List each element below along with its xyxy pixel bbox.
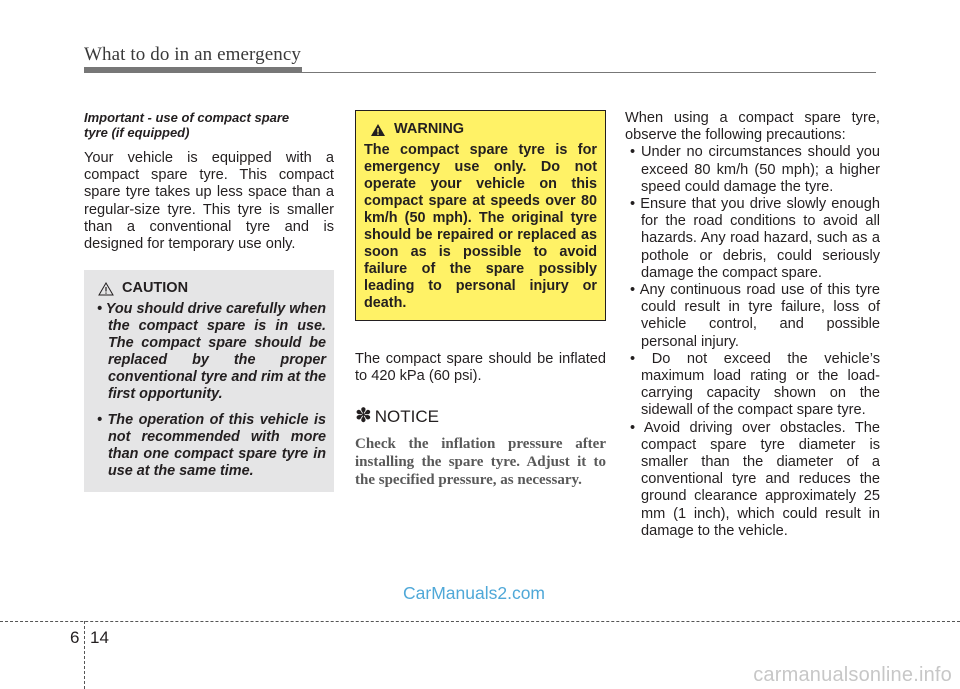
chapter-number: 6 [70,628,80,647]
subheading-line-1: Important - use of compact spare [84,110,290,125]
precaution-item-text: Under no circumstances should you exceed 80 km/h (50 mph); a higher speed could damage the tyre. [640,144,880,195]
caution-item-text: You should drive carefully when the compact spare is in use. The compact spare should be replaced by the proper conventional tyre and rim at the first opportunity. [105,301,327,403]
caution-item-text: The operation of this vehicle is not recommended with more than one compact spare tyre in use at the same time. [107,412,326,480]
column-right [625,110,880,540]
warning-title-text: WARNING [394,121,465,137]
notice-asterisk-icon: ✽ [355,404,372,427]
notice-title [355,404,606,427]
caution-triangle-icon [98,282,114,296]
footer-rule [0,621,960,622]
header-rule-thin [84,72,876,73]
precautions-intro: When using a compact spare tyre, observe the following precautions: [625,110,880,144]
column-left [84,110,334,492]
precaution-item: • Ensure that you drive slowly enough for the road conditions to avoid all hazards. Any road hazard, such as a pothole or debris, could seriously damage the compact spare. [630,196,880,281]
warning-title [370,121,597,138]
inflation-paragraph: The compact spare should be inflated to 420 kPa (60 psi). [355,351,606,385]
warning-triangle-icon [370,123,386,137]
precaution-item-text: Do not exceed the vehicle’s maximum load rating or the load-carrying capacity shown on the sidewall of the compact spare tyre. [641,350,880,419]
precaution-item: • Avoid driving over obstacles. The compact spare tyre diameter is smaller than the diameter of a conventional tyre and reduces the ground clearance approximately 25 mm (1 inch), which could result in damage to the vehicle. [630,419,881,539]
caution-title-text: CAUTION [122,280,189,297]
column-middle [355,110,606,504]
precaution-item-text: Ensure that you drive slowly enough for the road conditions to avoid all hazards. Any road hazard, such as a pothole or debris, could seriously damage the compact spare. [640,196,880,281]
footer-divider [84,621,85,689]
page-header-title: What to do in an emergency [84,44,301,65]
precaution-item: • Do not exceed the vehicle’s maximum load rating or the load-carrying capacity shown on the sidewall of the compact spare tyre. [630,350,880,419]
site-watermark: carmanualsonline.info [753,664,952,686]
precaution-item: • Any continuous road use of this tyre could result in tyre failure, loss of vehicle control, and possible personal injury. [630,282,880,350]
notice-text: Check the inflation pressure after installing the spare tyre. Adjust it to the specified pressure, as necessary. [355,435,606,488]
subheading-line-2: tyre (if equipped) [84,125,190,140]
precaution-item-text: Avoid driving over obstacles. The compact spare tyre diameter is smaller than the diameter of a conventional tyre and reduces the ground clearance approximately 25 mm (1 inch), which could result in damage to the vehicle. [641,419,881,539]
precaution-list [625,144,880,540]
caution-item: • The operation of this vehicle is not recommended with more than one compact spare tyre in use at the same time. [97,412,326,480]
caution-list [92,301,326,480]
notice-title-text: NOTICE [374,406,439,426]
precaution-item-text: Any continuous road use of this tyre could result in tyre failure, loss of vehicle control, and possible personal injury. [639,282,880,350]
warning-box [355,110,606,321]
warning-text: The compact spare tyre is for emergency use only. Do not operate your vehicle on this compact spare at speeds over 80 km/h (50 mph). The original tyre should be repaired or replaced as soon as is possible to avoid failure of the spare possibly leading to personal injury or death. [364,142,597,312]
caution-item: • You should drive carefully when the compact spare is in use. The compact spare should be replaced by the proper conventional tyre and rim at the first opportunity. [97,301,327,403]
carmanuals-watermark[interactable]: CarManuals2.com [403,583,545,603]
caution-box [84,270,334,492]
page-number: 14 [90,628,109,647]
precaution-item: • Under no circumstances should you exceed 80 km/h (50 mph); a higher speed could damage the tyre. [630,144,880,195]
section-subheading [84,110,334,140]
caution-title [98,280,326,297]
intro-paragraph: Your vehicle is equipped with a compact spare tyre. This compact spare tyre takes up less space than a regular-size tyre. This tyre is smaller than a conventional tyre and is designed for temporary use only. [84,150,334,253]
